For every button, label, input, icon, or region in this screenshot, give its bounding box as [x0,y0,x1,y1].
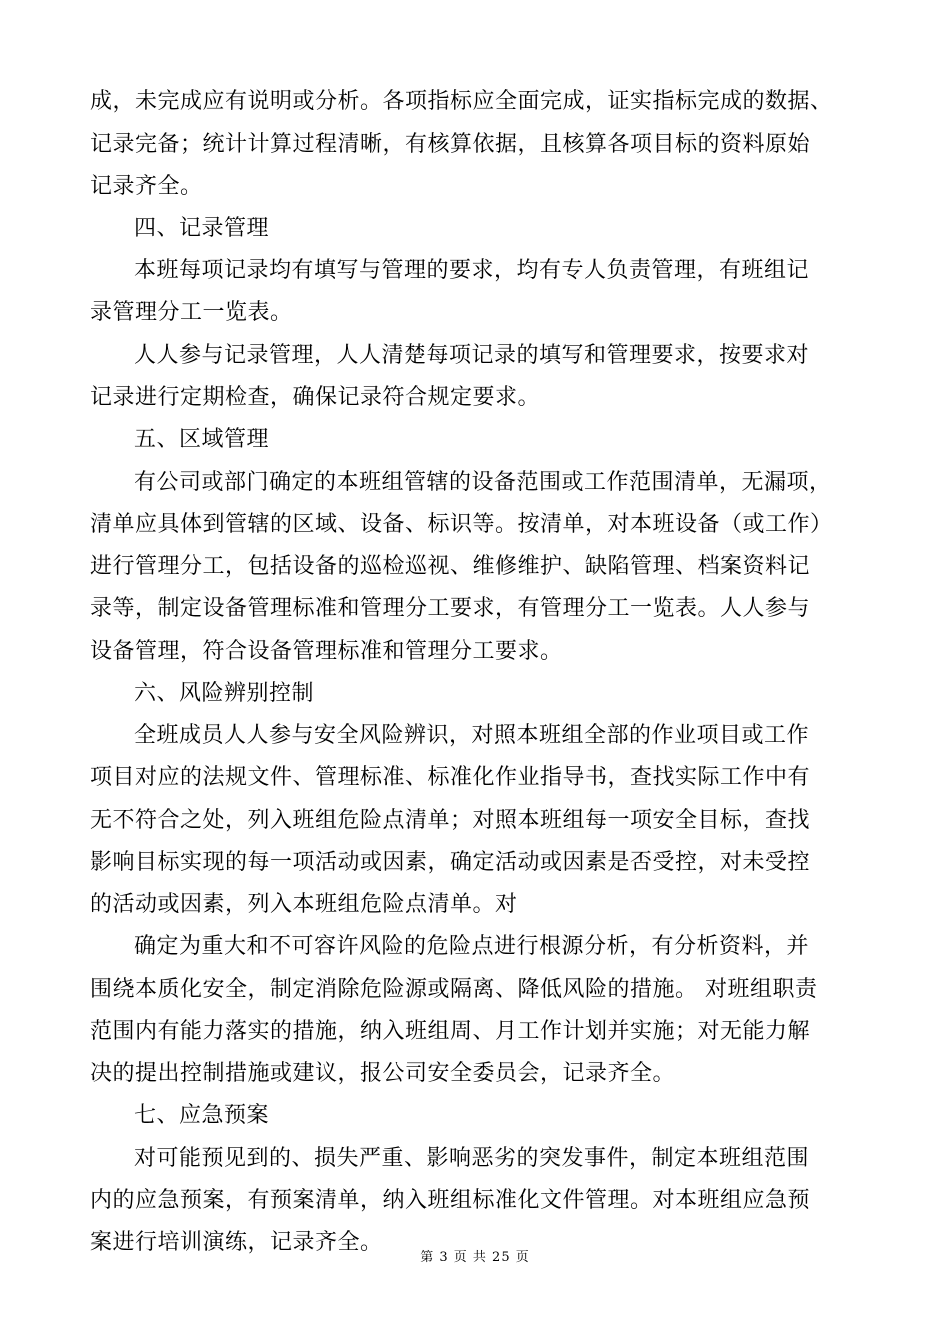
text-line: 人人参与记录管理，人人清楚每项记录的填写和管理要求，按要求对 [134,343,810,368]
page-number-footer: 第 3 页 共 25 页 [420,1250,530,1265]
text-line: 决的提出控制措施或建议，报公司安全委员会，记录齐全。 [90,1061,676,1086]
text-line: 记录进行定期检查，确保记录符合规定要求。 [90,385,541,410]
text-line: 确定为重大和不可容许风险的危险点进行根源分析，有分析资料，并 [134,934,810,959]
text-line: 围绕本质化安全，制定消除危险源或隔离、降低风险的措施。 对班组职责 [90,977,818,1002]
text-line: 内的应急预案，有预案清单，纳入班组标准化文件管理。对本班组应急预 [90,1188,811,1213]
text-line: 成，未完成应有说明或分析。各项指标应全面完成，证实指标完成的数据、 [90,89,833,114]
text-line: 录管理分工一览表。 [90,300,293,325]
text-line: 影响目标实现的每一项活动或因素，确定活动或因素是否受控，对未受控 [90,850,811,875]
section-heading: 五、区域管理 [134,427,270,452]
text-line: 范围内有能力落实的措施，纳入班组周、月工作计划并实施；对无能力解 [90,1019,811,1044]
text-line: 的活动或因素，列入本班组危险点清单。对 [90,892,518,917]
text-line: 清单应具体到管辖的区域、设备、标识等。按清单，对本班设备（或工作） [90,512,833,537]
text-line: 全班成员人人参与安全风险辨识，对照本班组全部的作业项目或工作 [134,723,810,748]
text-line: 录等，制定设备管理标准和管理分工要求，有管理分工一览表。人人参与 [90,596,811,621]
text-line: 对可能预见到的、损失严重、影响恶劣的突发事件，制定本班组范围 [134,1146,810,1171]
section-heading: 六、风险辨别控制 [134,681,315,706]
text-line: 本班每项记录均有填写与管理的要求，均有专人负责管理，有班组记 [134,258,810,283]
text-line: 有公司或部门确定的本班组管辖的设备范围或工作范围清单，无漏项， [134,470,832,495]
section-heading: 四、记录管理 [134,216,270,241]
section-heading: 七、应急预案 [134,1103,270,1128]
text-line: 设备管理，符合设备管理标准和管理分工要求。 [90,639,563,664]
text-line: 项目对应的法规文件、管理标准、标准化作业指导书，查找实际工作中有 [90,765,811,790]
text-line: 无不符合之处，列入班组危险点清单；对照本班组每一项安全目标，查找 [90,808,811,833]
text-line: 记录齐全。 [90,174,203,199]
text-line: 案进行培训演练，记录齐全。 [90,1230,383,1255]
text-line: 进行管理分工，包括设备的巡检巡视、维修维护、缺陷管理、档案资料记 [90,554,811,579]
text-line: 记录完备；统计计算过程清晰，有核算依据，且核算各项目标的资料原始 [90,132,811,157]
